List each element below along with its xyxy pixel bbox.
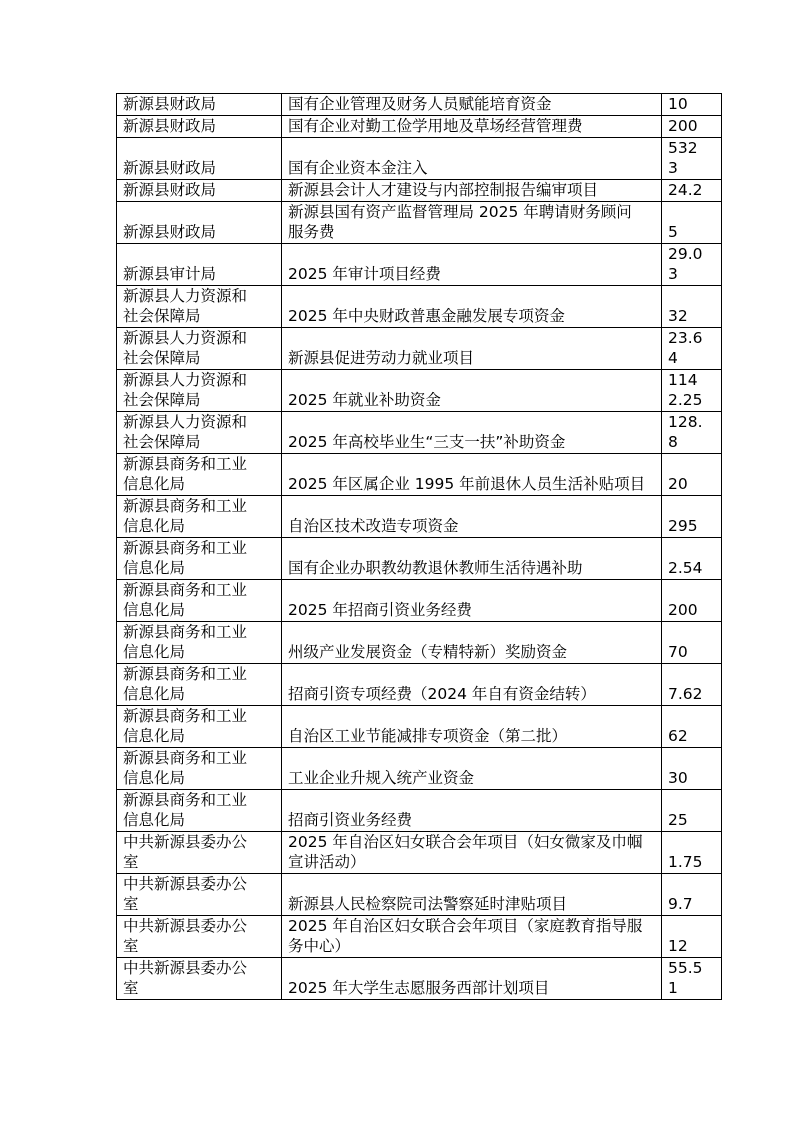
project-cell: 2025 年高校毕业生“三支一扶”补助资金 bbox=[282, 412, 662, 454]
amount-cell: 55.5 1 bbox=[662, 958, 722, 1000]
department-cell: 新源县人力资源和 社会保障局 bbox=[117, 328, 282, 370]
project-cell: 招商引资专项经费（2024 年自有资金结转） bbox=[282, 664, 662, 706]
project-cell: 2025 年区属企业 1995 年前退休人员生活补贴项目 bbox=[282, 454, 662, 496]
table-row bbox=[117, 664, 722, 706]
project-cell: 2025 年大学生志愿服务西部计划项目 bbox=[282, 958, 662, 1000]
department-cell: 中共新源县委办公 室 bbox=[117, 874, 282, 916]
amount-cell: 20 bbox=[662, 454, 722, 496]
department-cell: 新源县人力资源和 社会保障局 bbox=[117, 412, 282, 454]
amount-cell: 295 bbox=[662, 496, 722, 538]
department-cell: 新源县商务和工业 信息化局 bbox=[117, 748, 282, 790]
table-row bbox=[117, 116, 722, 138]
amount-cell: 29.0 3 bbox=[662, 244, 722, 286]
amount-cell: 2.54 bbox=[662, 538, 722, 580]
amount-cell: 62 bbox=[662, 706, 722, 748]
table-row bbox=[117, 138, 722, 180]
amount-cell: 10 bbox=[662, 94, 722, 116]
project-cell: 工业企业升规入统产业资金 bbox=[282, 748, 662, 790]
amount-cell: 5 bbox=[662, 202, 722, 244]
table-row bbox=[117, 874, 722, 916]
department-cell: 新源县人力资源和 社会保障局 bbox=[117, 370, 282, 412]
project-cell: 新源县促进劳动力就业项目 bbox=[282, 328, 662, 370]
project-cell: 2025 年自治区妇女联合会年项目（妇女微家及巾帼 宣讲活动） bbox=[282, 832, 662, 874]
amount-cell: 30 bbox=[662, 748, 722, 790]
table-row bbox=[117, 328, 722, 370]
amount-cell: 32 bbox=[662, 286, 722, 328]
department-cell: 新源县商务和工业 信息化局 bbox=[117, 664, 282, 706]
project-cell: 招商引资业务经费 bbox=[282, 790, 662, 832]
project-cell: 2025 年自治区妇女联合会年项目（家庭教育指导服 务中心） bbox=[282, 916, 662, 958]
department-cell: 新源县商务和工业 信息化局 bbox=[117, 538, 282, 580]
department-cell: 新源县商务和工业 信息化局 bbox=[117, 454, 282, 496]
project-cell: 自治区技术改造专项资金 bbox=[282, 496, 662, 538]
project-cell: 2025 年招商引资业务经费 bbox=[282, 580, 662, 622]
department-cell: 新源县商务和工业 信息化局 bbox=[117, 580, 282, 622]
table-row bbox=[117, 244, 722, 286]
amount-cell: 1.75 bbox=[662, 832, 722, 874]
table-row bbox=[117, 706, 722, 748]
amount-cell: 70 bbox=[662, 622, 722, 664]
amount-cell: 532 3 bbox=[662, 138, 722, 180]
amount-cell: 12 bbox=[662, 916, 722, 958]
project-cell: 国有企业资本金注入 bbox=[282, 138, 662, 180]
project-cell: 自治区工业节能减排专项资金（第二批） bbox=[282, 706, 662, 748]
department-cell: 新源县审计局 bbox=[117, 244, 282, 286]
project-cell: 2025 年中央财政普惠金融发展专项资金 bbox=[282, 286, 662, 328]
table-row bbox=[117, 538, 722, 580]
budget-table bbox=[116, 93, 722, 1000]
department-cell: 新源县商务和工业 信息化局 bbox=[117, 496, 282, 538]
table-row bbox=[117, 832, 722, 874]
table-row bbox=[117, 286, 722, 328]
table-row bbox=[117, 412, 722, 454]
amount-cell: 128. 8 bbox=[662, 412, 722, 454]
department-cell: 新源县商务和工业 信息化局 bbox=[117, 706, 282, 748]
project-cell: 2025 年就业补助资金 bbox=[282, 370, 662, 412]
table-row bbox=[117, 748, 722, 790]
project-cell: 2025 年审计项目经费 bbox=[282, 244, 662, 286]
table-row bbox=[117, 454, 722, 496]
table-row bbox=[117, 180, 722, 202]
department-cell: 中共新源县委办公 室 bbox=[117, 958, 282, 1000]
amount-cell: 9.7 bbox=[662, 874, 722, 916]
table-row bbox=[117, 790, 722, 832]
budget-table-body bbox=[117, 94, 722, 1000]
department-cell: 新源县财政局 bbox=[117, 94, 282, 116]
project-cell: 国有企业办职教幼教退休教师生活待遇补助 bbox=[282, 538, 662, 580]
amount-cell: 200 bbox=[662, 116, 722, 138]
department-cell: 新源县人力资源和 社会保障局 bbox=[117, 286, 282, 328]
table-row bbox=[117, 370, 722, 412]
amount-cell: 200 bbox=[662, 580, 722, 622]
project-cell: 新源县会计人才建设与内部控制报告编审项目 bbox=[282, 180, 662, 202]
department-cell: 中共新源县委办公 室 bbox=[117, 832, 282, 874]
department-cell: 中共新源县委办公 室 bbox=[117, 916, 282, 958]
amount-cell: 7.62 bbox=[662, 664, 722, 706]
amount-cell: 23.6 4 bbox=[662, 328, 722, 370]
department-cell: 新源县财政局 bbox=[117, 202, 282, 244]
project-cell: 新源县人民检察院司法警察延时津贴项目 bbox=[282, 874, 662, 916]
project-cell: 国有企业对勤工俭学用地及草场经营管理费 bbox=[282, 116, 662, 138]
amount-cell: 114 2.25 bbox=[662, 370, 722, 412]
table-row bbox=[117, 622, 722, 664]
table-row bbox=[117, 580, 722, 622]
table-row bbox=[117, 916, 722, 958]
table-row bbox=[117, 958, 722, 1000]
department-cell: 新源县财政局 bbox=[117, 138, 282, 180]
department-cell: 新源县财政局 bbox=[117, 116, 282, 138]
project-cell: 国有企业管理及财务人员赋能培育资金 bbox=[282, 94, 662, 116]
department-cell: 新源县财政局 bbox=[117, 180, 282, 202]
table-row bbox=[117, 496, 722, 538]
project-cell: 州级产业发展资金（专精特新）奖励资金 bbox=[282, 622, 662, 664]
table-row bbox=[117, 94, 722, 116]
amount-cell: 25 bbox=[662, 790, 722, 832]
project-cell: 新源县国有资产监督管理局 2025 年聘请财务顾问 服务费 bbox=[282, 202, 662, 244]
department-cell: 新源县商务和工业 信息化局 bbox=[117, 790, 282, 832]
department-cell: 新源县商务和工业 信息化局 bbox=[117, 622, 282, 664]
amount-cell: 24.2 bbox=[662, 180, 722, 202]
table-row bbox=[117, 202, 722, 244]
